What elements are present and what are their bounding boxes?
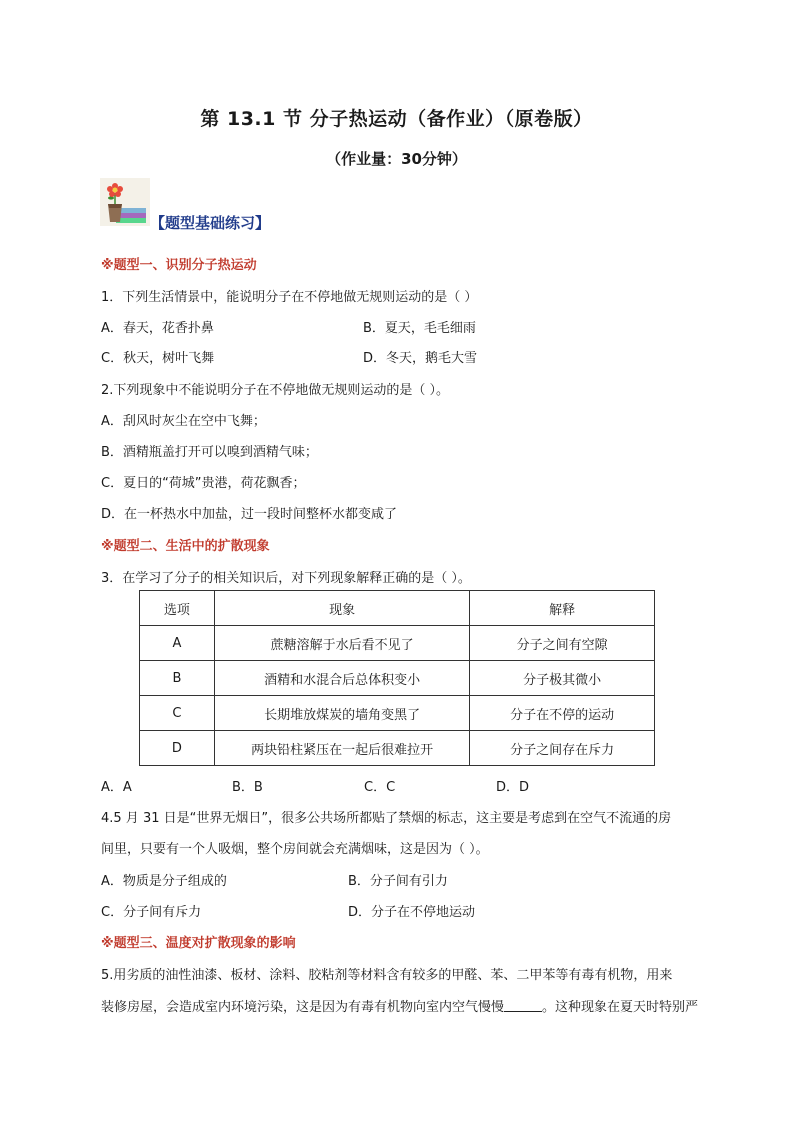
flower-pot-books-icon bbox=[100, 178, 150, 226]
table-header-row bbox=[140, 591, 655, 626]
table-cell: 分子之间存在斥力 bbox=[470, 731, 655, 766]
q4-stem-line2: 间里，只要有一个人吸烟，整个房间就会充满烟味，这是因为（ ）。 bbox=[101, 842, 489, 857]
answer-blank[interactable] bbox=[504, 999, 542, 1012]
table-cell: 两块铅柱紧压在一起后很难拉开 bbox=[214, 731, 469, 766]
q2-stem: 2.下列现象中不能说明分子在不停地做无规则运动的是（ ）。 bbox=[101, 383, 450, 398]
table-header-cell: 解释 bbox=[470, 591, 655, 626]
type-heading-3: ※题型三、温度对扩散现象的影响 bbox=[101, 936, 296, 951]
table-cell: 分子极其微小 bbox=[470, 661, 655, 696]
q2-option-d: D．在一杯热水中加盐，过一段时间整杯水都变咸了 bbox=[101, 507, 398, 522]
type-heading-2: ※题型二、生活中的扩散现象 bbox=[101, 539, 270, 554]
q2-option-a: A．刮风时灰尘在空中飞舞； bbox=[101, 414, 266, 429]
page-subtitle: （作业量：30分钟） bbox=[326, 150, 467, 168]
q1-option-c: C．秋天，树叶飞舞 bbox=[101, 351, 215, 366]
page-title: 第 13.1 节 分子热运动（备作业）（原卷版） bbox=[200, 108, 593, 130]
table-row bbox=[140, 626, 655, 661]
q3-stem: 3．在学习了分子的相关知识后，对下列现象解释正确的是（ ）。 bbox=[101, 571, 471, 586]
q2-option-c: C．夏日的“荷城”贵港，荷花飘香； bbox=[101, 476, 306, 491]
q3-option-c: C．C bbox=[364, 780, 396, 795]
q5-text-after: 。这种现象在夏天时特别严 bbox=[542, 1000, 699, 1015]
table-cell: 蔗糖溶解于水后看不见了 bbox=[214, 626, 469, 661]
q4-option-a: A．物质是分子组成的 bbox=[101, 874, 227, 889]
table-header-cell: 现象 bbox=[214, 591, 469, 626]
table-cell: D bbox=[140, 731, 215, 766]
table-cell: 分子之间有空隙 bbox=[470, 626, 655, 661]
table-row bbox=[140, 731, 655, 766]
q3-option-b: B．B bbox=[232, 780, 263, 795]
table-row bbox=[140, 661, 655, 696]
table-cell: 长期堆放煤炭的墙角变黑了 bbox=[214, 696, 469, 731]
table-cell: A bbox=[140, 626, 215, 661]
type-heading-1: ※题型一、识别分子热运动 bbox=[101, 258, 257, 273]
q1-option-d: D．冬天，鹅毛大雪 bbox=[363, 351, 478, 366]
q5-stem-line2 bbox=[101, 996, 698, 1015]
q2-option-b: B．酒精瓶盖打开可以嗅到酒精气味； bbox=[101, 445, 318, 460]
table-header-cell: 选项 bbox=[140, 591, 215, 626]
table-row bbox=[140, 696, 655, 731]
table-cell: C bbox=[140, 696, 215, 731]
q1-option-b: B．夏天，毛毛细雨 bbox=[363, 321, 476, 336]
q4-stem-line1: 4.5 月 31 日是“世界无烟日”，很多公共场所都贴了禁烟的标志，这主要是考虑到在空气不流通的房 bbox=[101, 811, 672, 826]
q4-option-d: D．分子在不停地运动 bbox=[348, 905, 476, 920]
q5-stem-line1: 5.用劣质的油性油漆、板材、涂料、胶粘剂等材料含有较多的甲醛、苯、二甲苯等有毒有机物，用来 bbox=[101, 968, 673, 983]
section-heading: 【题型基础练习】 bbox=[150, 214, 271, 232]
q3-option-a: A．A bbox=[101, 780, 132, 795]
q3-table bbox=[139, 590, 655, 766]
table-cell: 分子在不停的运动 bbox=[470, 696, 655, 731]
table-cell: B bbox=[140, 661, 215, 696]
q4-option-b: B．分子间有引力 bbox=[348, 874, 448, 889]
q4-option-c: C．分子间有斥力 bbox=[101, 905, 202, 920]
q1-stem: 1．下列生活情景中，能说明分子在不停地做无规则运动的是（ ） bbox=[101, 290, 478, 305]
q5-text-before: 装修房屋，会造成室内环境污染，这是因为有毒有机物向室内空气慢慢 bbox=[101, 1000, 505, 1015]
q1-option-a: A．春天，花香扑鼻 bbox=[101, 321, 214, 336]
q3-option-d: D．D bbox=[496, 780, 530, 795]
table-cell: 酒精和水混合后总体积变小 bbox=[214, 661, 469, 696]
